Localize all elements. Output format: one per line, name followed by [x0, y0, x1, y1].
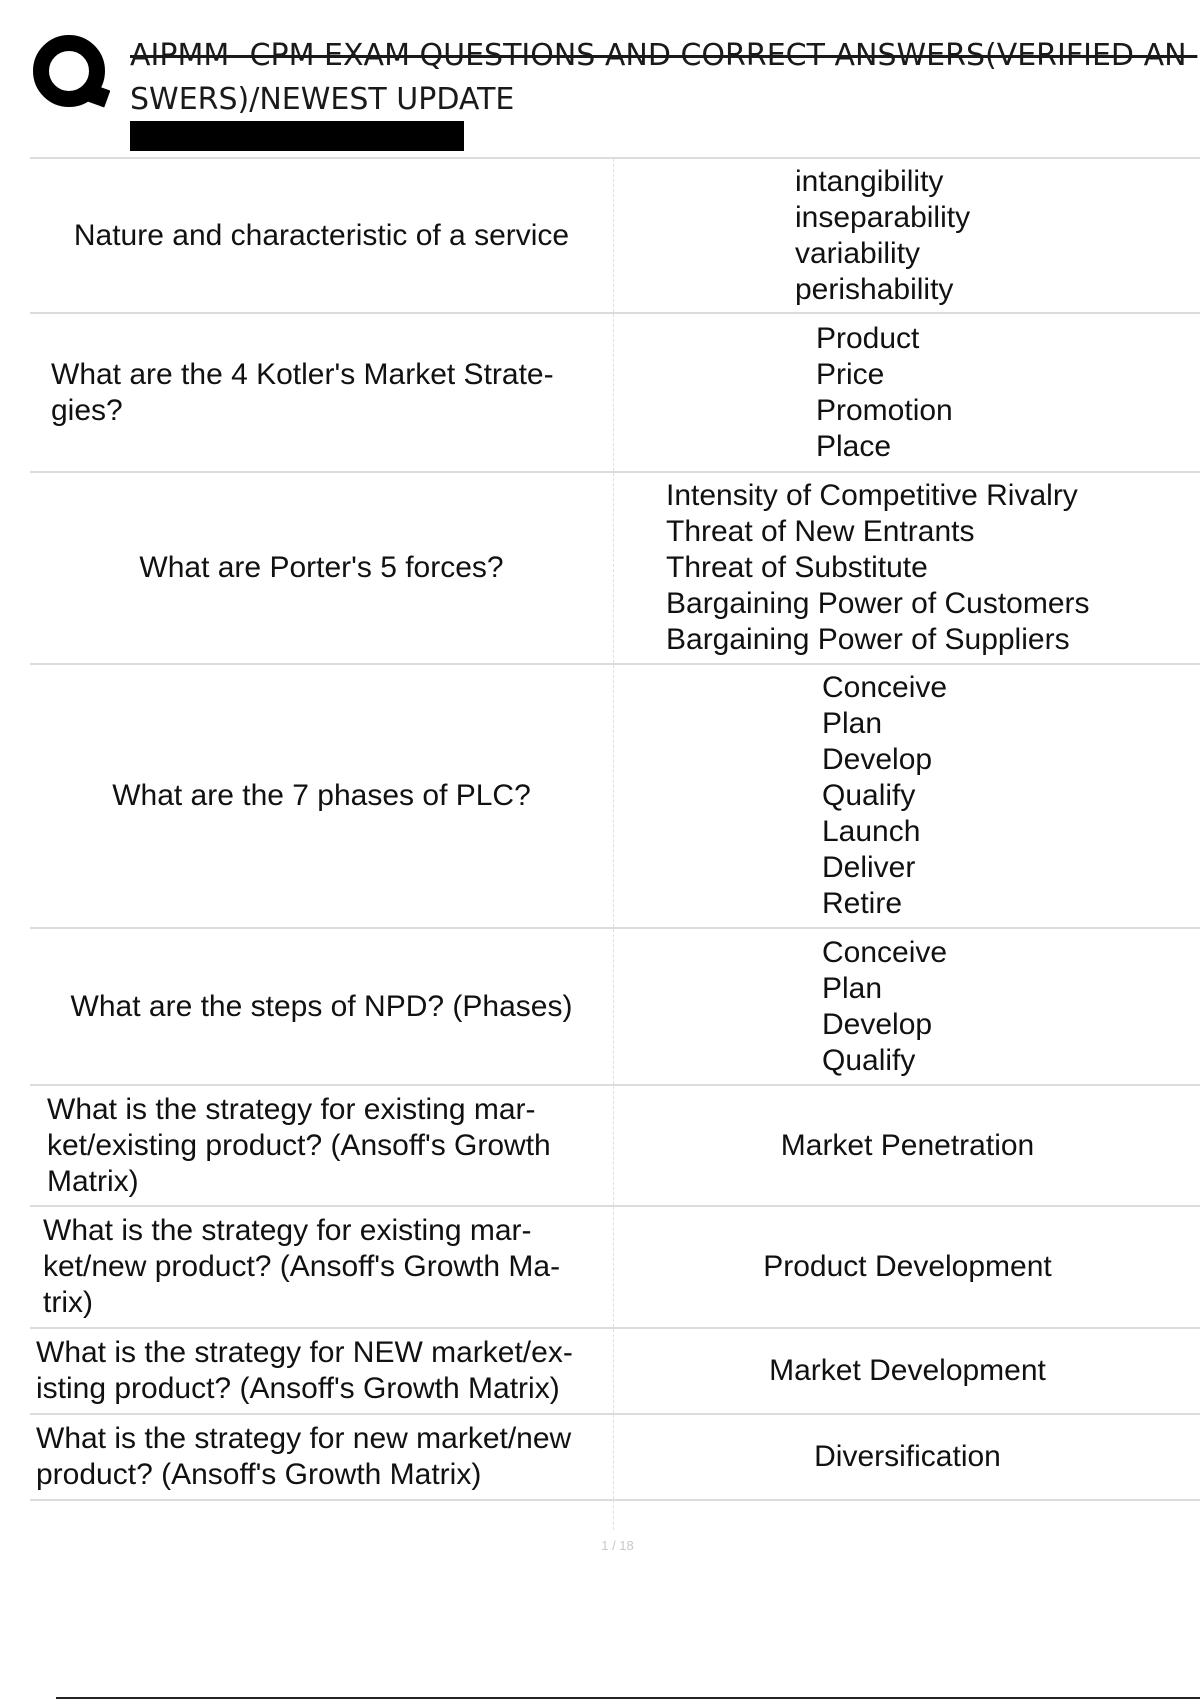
- answer-list: [614, 1249, 1200, 1285]
- answer-cell: [614, 313, 1200, 472]
- answer-item: inseparability: [795, 200, 971, 234]
- answer-item: Place: [816, 429, 892, 463]
- question-text: What are the 4 Kotler's Market Strate- gies?: [51, 357, 554, 427]
- answer-item: Launch: [822, 815, 921, 848]
- page-indicator: 1 / 18: [601, 1538, 634, 1553]
- qa-table: [30, 157, 1200, 1501]
- table-row: [30, 1328, 1200, 1414]
- answer-item: intangibility: [795, 164, 944, 198]
- answer-item: Threat of Substitute: [666, 551, 928, 584]
- question-text: What are the steps of NPD? (Phases): [70, 989, 573, 1023]
- answer-item: Threat of New Entrants: [666, 515, 975, 548]
- answer-item: variability: [795, 236, 921, 270]
- table-row: [30, 158, 1200, 313]
- answer-list: [822, 670, 947, 922]
- answer-list: [614, 1353, 1200, 1389]
- answer-cell: [614, 1206, 1200, 1328]
- question-text: What is the strategy for existing mar- ket/new product? (Ansoff's Growth Ma- trix): [43, 1214, 561, 1319]
- answer-item: Market Development: [769, 1354, 1046, 1387]
- answer-list: [816, 321, 953, 465]
- title-line-2: SWERS)/NEWEST UPDATE: [130, 82, 515, 117]
- table-row: [30, 664, 1200, 928]
- question-text: What are Porter's 5 forces?: [139, 551, 504, 584]
- document-title: [130, 34, 1200, 122]
- question-cell: [30, 1328, 614, 1414]
- question-cell: [30, 472, 614, 664]
- answer-list: [822, 935, 947, 1079]
- title-line-1: AIPMM- CPM EXAM QUESTIONS AND CORRECT ANSWERS(VERIFIED AN-: [130, 38, 1198, 73]
- question-cell: [30, 313, 614, 472]
- answer-item: Bargaining Power of Suppliers: [666, 623, 1070, 656]
- footer-rule: [56, 1697, 1200, 1699]
- answer-item: Retire: [822, 887, 903, 920]
- table-row: [30, 313, 1200, 472]
- table-row: [30, 928, 1200, 1085]
- answer-item: Diversification: [814, 1440, 1001, 1473]
- answer-item: Qualify: [822, 1043, 916, 1077]
- question-cell: [30, 928, 614, 1085]
- answer-cell: [614, 1328, 1200, 1414]
- answer-cell: [614, 472, 1200, 664]
- answer-cell: [614, 1085, 1200, 1206]
- answer-item: Qualify: [822, 779, 916, 812]
- table-row: [30, 1085, 1200, 1206]
- answer-item: Product Development: [763, 1250, 1052, 1283]
- answer-item: Price: [816, 357, 885, 391]
- question-text: What is the strategy for existing mar- ket/existing product? (Ansoff's Growth Matrix): [47, 1092, 551, 1198]
- answer-item: Product: [816, 321, 920, 355]
- answer-list: [614, 1439, 1200, 1475]
- question-text: What is the strategy for NEW market/ex- isting product? (Ansoff's Growth Matrix): [36, 1336, 573, 1405]
- redaction-bar: [130, 121, 464, 151]
- answer-cell: [614, 664, 1200, 928]
- answer-list: [614, 1128, 1200, 1164]
- question-text: Nature and characteristic of a service: [73, 218, 570, 252]
- answer-list: [666, 478, 1090, 658]
- table-row: [30, 472, 1200, 664]
- answer-item: Plan: [822, 707, 883, 740]
- column-divider-tick: [613, 1500, 615, 1530]
- answer-cell: [614, 928, 1200, 1085]
- q-logo-icon: [32, 32, 110, 114]
- answer-item: Promotion: [816, 393, 953, 427]
- question-text: What are the 7 phases of PLC?: [112, 779, 531, 812]
- question-cell: [30, 1206, 614, 1328]
- question-cell: [30, 664, 614, 928]
- answer-item: Market Penetration: [780, 1128, 1035, 1162]
- answer-item: Plan: [822, 971, 883, 1005]
- question-cell: [30, 1085, 614, 1206]
- answer-item: Develop: [822, 743, 933, 776]
- answer-list: [795, 164, 970, 308]
- question-text: What is the strategy for new market/new product? (Ansoff's Growth Matrix): [36, 1422, 572, 1491]
- answer-item: Bargaining Power of Customers: [666, 587, 1090, 620]
- answer-item: Conceive: [822, 935, 948, 969]
- answer-cell: [614, 1414, 1200, 1500]
- answer-cell: [614, 158, 1200, 313]
- table-row: [30, 1414, 1200, 1500]
- answer-item: Intensity of Competitive Rivalry: [666, 479, 1078, 512]
- answer-item: perishability: [795, 272, 954, 306]
- table-row: [30, 1206, 1200, 1328]
- answer-item: Deliver: [822, 851, 916, 884]
- question-cell: [30, 158, 614, 313]
- answer-item: Develop: [822, 1007, 933, 1041]
- question-cell: [30, 1414, 614, 1500]
- answer-item: Conceive: [822, 671, 948, 704]
